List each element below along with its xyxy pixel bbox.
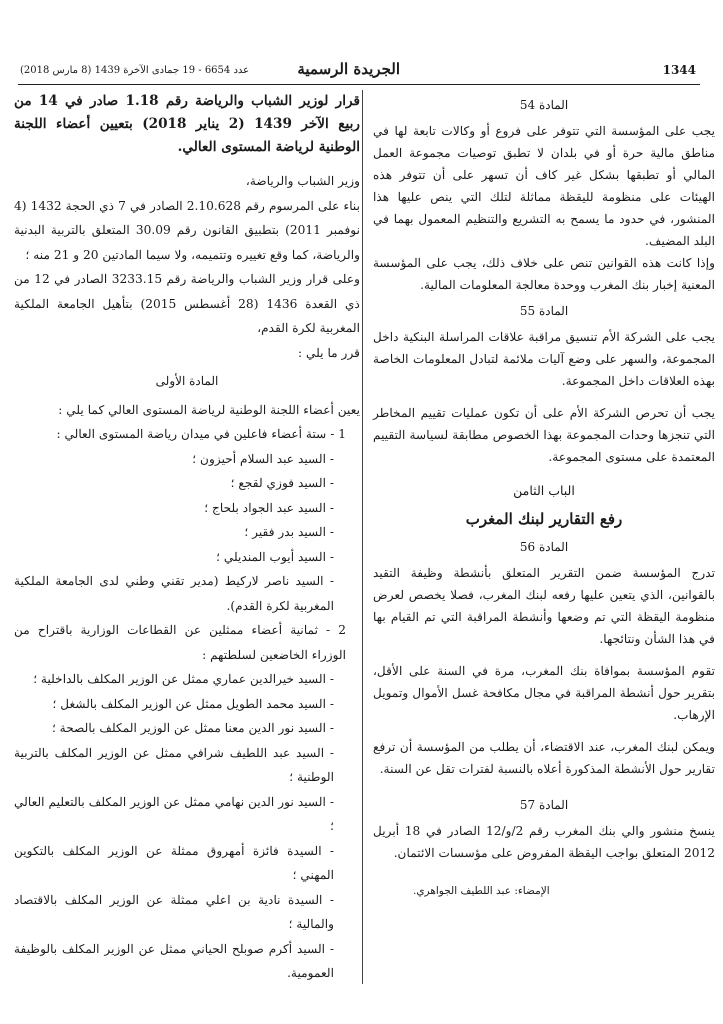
- member-item: - السيد أيوب المنديلي ؛: [216, 549, 334, 564]
- right-column: [373, 90, 715, 902]
- group-1-heading: 1 - ستة أعضاء فاعلين في ميدان رياضة المستوى العالي :: [56, 427, 346, 441]
- column-divider: [362, 90, 363, 984]
- member-item: - السيد نور الدين معنا ممثل عن الوزير المكلف بالصحة ؛: [51, 721, 334, 735]
- article-55-text: يجب على الشركة الأم تنسيق مراقبة علاقات المراسلة البنكية داخل المجموعة، والسهر على وضع آليات ملائمة لتبادل المعلومات الخاصة بهذه العلاقات داخل المجموعة.: [373, 330, 715, 388]
- member-item: - السيد بدر فقير ؛: [244, 525, 334, 539]
- article-55-text-2: يجب أن تحرص الشركة الأم على أن تكون عمليات تقييم المخاطر التي تنجزها وحدات المجموعة بهذا الخصوص مطابقة لسياسة التقييم المعتمدة على مستوى المجموعة.: [373, 406, 715, 464]
- article-1-title: المادة الأولى: [155, 374, 219, 388]
- article-54-text-2: وإذا كانت هذه القوانين تنص على خلاف ذلك، يجب على المؤسسة المعنية إخبار بنك المغرب ووحدة معالجة المعلومات المالية.: [373, 256, 715, 292]
- page-number: 1344: [662, 63, 696, 77]
- member-item: - السيد عبد السلام أحيزون ؛: [192, 451, 334, 466]
- signature: الإمضاء: عبد اللطيف الجواهري.: [413, 885, 550, 897]
- member-item: - السيد محمد الطويل ممثل عن الوزير المكلف بالشغل ؛: [52, 696, 334, 711]
- member-item: - السيد خيرالدين عماري ممثل عن الوزير المكلف بالداخلية ؛: [33, 672, 334, 686]
- decides-line: قرر ما يلي :: [298, 345, 360, 360]
- member-item: - السيد ناصر لاركيط (مدير تقني وطني لدى الجامعة الملكية المغربية لكرة القدم).: [14, 574, 334, 613]
- article-54-text: يجب على المؤسسة التي تتوفر على فروع أو وكالات تابعة لها في مناطق مالية حرة أو في بلدان لا تطبق توصيات مجموعة العمل المالي أو تطبقها بشكل غير كاف أن تسهر على أن تتوفر هذه الهيئات على منظومة لليقظة مماثلة لتلك التي ينص عليها هذا المنشور، في حدود ما يسمح به التشريع والتنظيم المعمول بهما في البلد المضيف.: [373, 124, 715, 248]
- article-56-title: المادة 56: [519, 540, 569, 554]
- journal-name: الجريدة الرسمية: [297, 60, 400, 78]
- member-item: - السيدة نادية بن اعلي ممثلة عن الوزير المكلف بالاقتصاد والمالية ؛: [14, 892, 334, 931]
- article-56-text-2: تقوم المؤسسة بموافاة بنك المغرب، مرة في السنة على الأقل، بتقرير حول أنشطة المراقبة في مجال مكافحة غسل الأموال وتمويل الإرهاب.: [373, 664, 715, 722]
- group-2-heading: 2 - ثمانية أعضاء ممثلين عن القطاعات الوزارية باقتراح من الوزراء الخاضعين لسلطتهم :: [14, 623, 346, 662]
- member-item: - السيدة فائزة أمهروق ممثلة عن الوزير المكلف بالتكوين المهني ؛: [14, 843, 334, 882]
- minister-line: وزير الشباب والرياضة،: [245, 174, 360, 188]
- article-55-title: المادة 55: [519, 304, 569, 318]
- left-column: [14, 90, 360, 986]
- decision-title: قرار لوزير الشباب والرياضة رقم 1.18 صادر في 14 من ربيع الآخر 1439 (2 يناير 2018) بتعيين أعضاء اللجنة الوطنية لرياضة المستوى العالي.: [14, 93, 360, 155]
- section-title: رفع التقارير لبنك المغرب: [465, 510, 623, 528]
- book-title: الباب الثامن: [513, 483, 575, 498]
- article-54-title: المادة 54: [519, 98, 569, 112]
- article-57-title: المادة 57: [519, 798, 569, 812]
- page-header: [18, 62, 700, 85]
- member-item: - السيد فوزي لقجع ؛: [230, 476, 334, 490]
- issue-info: عدد 6654 - 19 جمادى الآخرة 1439 (8 مارس 2018): [20, 65, 250, 76]
- article-56-text-3: ويمكن لبنك المغرب، عند الاقتضاء، أن يطلب من المؤسسة أن ترفع تقارير حول الأنشطة المذكورة أعلاه بالنسبة لفترات تقل عن السنة.: [373, 740, 715, 776]
- member-item: - السيد عبد الجواد بلحاج ؛: [204, 500, 334, 515]
- article-1-intro: يعين أعضاء اللجنة الوطنية لرياضة المستوى العالي كما يلي :: [58, 402, 360, 417]
- article-57-text: ينسخ منشور والي بنك المغرب رقم 2/و/12 الصادر في 18 أبريل 2012 المتعلق بواجب اليقظة المفروض على مؤسسات الائتمان.: [373, 824, 715, 860]
- member-item: - السيد عبد اللطيف شرافي ممثل عن الوزير المكلف بالتربية الوطنية ؛: [14, 745, 334, 784]
- article-56-text: تدرج المؤسسة ضمن التقرير المتعلق بأنشطة وظيفة التقيد بالقوانين، الذي يتعين عليها رفعه لبنك المغرب، فصلا يخصص لعرض منظومة اليقظة التي تم وضعها وأنشطة المراقبة التي تم القيام بها في هذا الشأن ونتائجها.: [373, 566, 715, 646]
- member-item: - السيد نور الدين نهامي ممثل عن الوزير المكلف بالتعليم العالي ؛: [14, 794, 334, 833]
- considering-1: بناء على المرسوم رقم 2.10.628 الصادر في 7 ذي الحجة 1432 (4 نوفمبر 2011) بتطبيق القانون رقم 30.09 المتعلق بالتربية البدنية والرياضة، كما وقع تغييره وتتميمه، ولا سيما المادتين 20 و 21 منه ؛: [14, 198, 360, 262]
- considering-2: وعلى قرار وزير الشباب والرياضة رقم 3233.15 الصادر في 12 من ذي القعدة 1436 (28 أغسطس 2015) بتأهيل الجامعة الملكية المغربية لكرة القدم،: [14, 272, 360, 335]
- member-item: - السيد أكرم صوبلح الحياني ممثل عن الوزير المكلف بالوظيفة العمومية.: [14, 941, 334, 980]
